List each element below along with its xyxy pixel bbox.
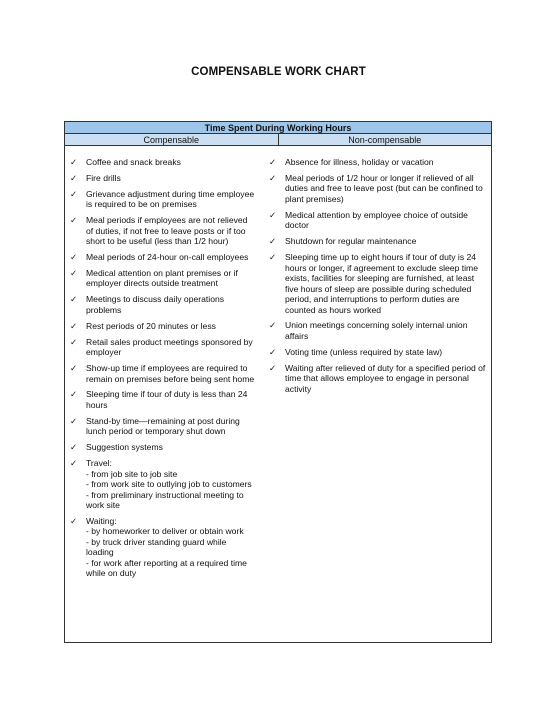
list-item (70, 337, 256, 358)
list-item-text (285, 363, 487, 395)
list-item-text (86, 215, 256, 247)
table-body (65, 146, 491, 584)
checkmark-icon: ✓ (269, 236, 277, 247)
list-item (269, 363, 487, 395)
list-item-label: Union meetings concerning solely internal union affairs (285, 320, 468, 341)
list-item-label: Waiting after relieved of duty for a specified period of time that allows employee to engage in personal activity (285, 362, 486, 394)
checkmark-icon: ✓ (70, 363, 78, 374)
list-item (269, 236, 487, 247)
list-item-text (86, 337, 256, 358)
list-item-text (86, 268, 256, 289)
list-item (269, 347, 487, 358)
checkmark-icon: ✓ (70, 458, 78, 469)
list-item-text (86, 363, 256, 384)
checkmark-icon: ✓ (70, 442, 78, 453)
list-item-text (86, 516, 256, 579)
list-item-text (86, 389, 256, 410)
list-item (269, 320, 487, 341)
list-item-subpoint: - from job site to job site (86, 468, 178, 479)
list-item-label: Sleeping time if tour of duty is less than 24 hours (86, 389, 248, 410)
list-item (70, 157, 256, 168)
list-item-text (285, 157, 487, 168)
checkmark-icon: ✓ (269, 172, 277, 183)
list-item-label: Travel: (86, 458, 112, 469)
list-item-text (86, 189, 256, 210)
list-item-text (86, 294, 256, 315)
list-item (70, 363, 256, 384)
list-item-label: Rest periods of 20 minutes or less (86, 320, 216, 331)
checkmark-icon: ✓ (70, 215, 78, 226)
list-item-subpoint: - for work after reporting at a required time while on duty (86, 557, 247, 579)
checkmark-icon: ✓ (269, 362, 277, 373)
list-item-label: Show-up time if employees are required to remain on premises before being sent home (86, 363, 255, 384)
list-item-subpoint: - from work site to outlying job to customers (86, 479, 252, 490)
list-item (70, 252, 256, 263)
list-item (269, 173, 487, 205)
column-headers (65, 134, 491, 146)
list-item-label: Absence for illness, holiday or vacation (285, 157, 434, 167)
list-item-text (285, 236, 487, 247)
list-item-text (86, 173, 256, 184)
list-item (70, 458, 256, 511)
list-item-subpoint: - from preliminary instructional meeting to work site (86, 489, 244, 511)
list-item-label: Meetings to discuss daily operations problems (86, 294, 225, 315)
list-item-label: Coffee and snack breaks (86, 157, 181, 167)
table-header: Time Spent During Working Hours (65, 122, 491, 134)
list-item-text (285, 320, 487, 341)
list-item-text (285, 173, 487, 205)
checkmark-icon: ✓ (70, 267, 78, 278)
list-item-text (86, 458, 256, 511)
checkmark-icon: ✓ (70, 172, 78, 183)
list-item-label: Voting time (unless required by state law) (285, 346, 443, 357)
checkmark-icon: ✓ (70, 294, 78, 305)
list-item (70, 189, 256, 210)
list-item-label: Shutdown for regular maintenance (285, 236, 417, 247)
list-item-text (285, 210, 487, 231)
list-item-text (86, 416, 256, 437)
checkmark-icon: ✓ (70, 515, 78, 526)
list-item-text (285, 347, 487, 358)
checkmark-icon: ✓ (70, 188, 78, 199)
checkmark-icon: ✓ (269, 209, 277, 220)
checkmark-icon: ✓ (70, 415, 78, 426)
list-item (70, 389, 256, 410)
page-title: COMPENSABLE WORK CHART (191, 66, 366, 78)
list-item-text (86, 252, 256, 263)
list-item (70, 294, 256, 315)
list-item-subpoint: - by truck driver standing guard while loading (86, 536, 227, 558)
list-item (269, 210, 487, 231)
list-item (70, 215, 256, 247)
list-item-label: Fire drills (86, 172, 121, 183)
list-item-label: Suggestion systems (86, 442, 163, 453)
list-item-label: Retail sales product meetings sponsored by employer (86, 336, 253, 358)
checkmark-icon: ✓ (70, 252, 78, 263)
list-item-text (86, 157, 256, 168)
checkmark-icon: ✓ (269, 252, 277, 263)
compensable-list (70, 157, 256, 584)
list-item-label: Grievance adjustment during time employee is required to be on premises (86, 188, 255, 210)
list-item (269, 252, 487, 315)
checkmark-icon: ✓ (269, 320, 277, 331)
list-item (70, 268, 256, 289)
list-item-label: Meal periods of 1/2 hour or longer if relieved of all duties and free to leave post (but can be confined to plant premises) (285, 172, 483, 204)
list-item (70, 173, 256, 184)
list-item-label: Medical attention by employee choice of outside doctor (285, 209, 468, 231)
list-item (70, 321, 256, 332)
list-item-label: Medical attention on plant premises or if employer directs outside treatment (86, 267, 238, 289)
list-item-text (285, 252, 487, 315)
list-item-text (86, 442, 256, 453)
non-compensable-column-header: Non-compensable (348, 135, 422, 145)
list-item-subpoint: - by homeworker to deliver or obtain work (86, 526, 244, 537)
list-item (269, 157, 487, 168)
checkmark-icon: ✓ (70, 336, 78, 347)
checkmark-icon: ✓ (269, 346, 277, 357)
checkmark-icon: ✓ (70, 157, 78, 167)
non-compensable-list (269, 157, 487, 584)
checkmark-icon: ✓ (269, 157, 277, 167)
compensable-column-header: Compensable (65, 134, 279, 145)
compensable-work-table (64, 121, 492, 643)
list-item-label: Waiting: (86, 515, 117, 526)
list-item-label: Meal periods of 24-hour on-call employees (86, 252, 249, 263)
list-item (70, 442, 256, 453)
list-item (70, 516, 256, 579)
list-item (70, 416, 256, 437)
list-item-text (86, 321, 256, 332)
list-item-label: Sleeping time up to eight hours if tour of duty is 24 hours or longer, if agreement to exclude sleep time exists, facilities for sleeping are furnished, at least five hours of sleep are possible during scheduled period, and interruptions to perform duties are counted as hours worked (285, 252, 478, 315)
list-item-label: Meal periods if employees are not relieved of duties, if not free to leave posts or if too short to be useful (less than 1/2 hour) (86, 215, 248, 247)
checkmark-icon: ✓ (70, 389, 78, 400)
checkmark-icon: ✓ (70, 320, 78, 331)
list-item-label: Stand-by time—remaining at post during lunch period or temporary shut down (86, 415, 240, 437)
